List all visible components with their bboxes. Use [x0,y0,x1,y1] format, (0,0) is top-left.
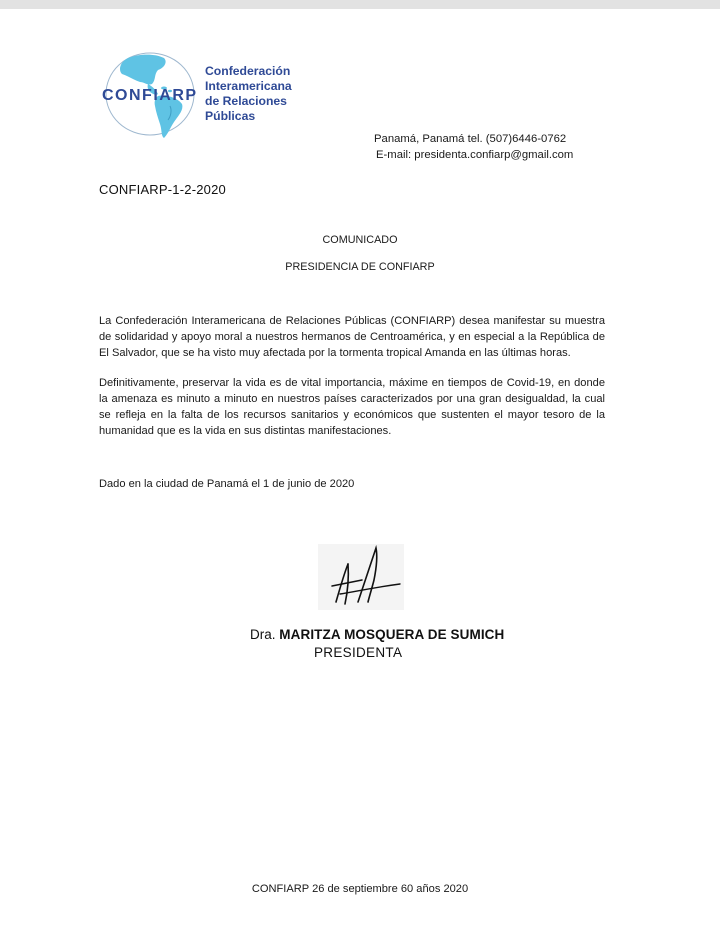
signatory-name-line [250,627,504,642]
logo-organization-name [205,64,292,124]
dated-line: Dado en la ciudad de Panamá el 1 de junio de 2020 [99,478,355,490]
document-subtitle: PRESIDENCIA DE CONFIARP [285,261,435,273]
logo-name-line: Públicas [205,109,256,123]
document-title: COMUNICADO [322,234,398,246]
signatory-prefix: Dra. [250,627,276,642]
email-address: E-mail: presidenta.confiarp@gmail.com [376,149,574,161]
logo-name-line: Confederación [205,64,291,78]
logo-name-line: de Relaciones [205,94,287,108]
top-edge-bar [0,0,720,9]
contact-block [374,131,573,163]
footer-text: CONFIARP 26 de septiembre 60 años 2020 [251,883,469,895]
handwritten-signature [318,544,404,610]
confiarp-logo [98,50,292,144]
address-phone: Panamá, Panamá tel. (507)6446-0762 [374,133,567,145]
signature-icon [318,544,404,610]
logo-acronym: CONFIARP [102,87,198,104]
document-reference: CONFIARP-1-2-2020 [99,182,226,197]
signatory-role: PRESIDENTA [314,645,403,660]
signatory-name: MARITZA MOSQUERA DE SUMICH [279,627,505,642]
body-paragraph-2: Definitivamente, preservar la vida es de vital importancia, máxime en tiempos de Covid-19, en donde la amenaza es minuto a minuto en nuestros países caracterizados por una gran desigualdad, la cual se refleja en la falta de los recursos sanitarios y económicos que sustenten el mayor tesoro de la humanidad que es la vida en sus distintas manifestaciones. [99,377,605,437]
logo-name-line: Interamericana [205,79,292,93]
body-paragraph-1: La Confederación Interamericana de Relaciones Públicas (CONFIARP) desea manifestar su muestra de solidaridad y apoyo moral a nuestros hermanos de Centroamérica, y en especial a la República de El Salvador, que se ha visto muy afectada por la tormenta tropical Amanda en las últimas horas. [99,315,605,359]
